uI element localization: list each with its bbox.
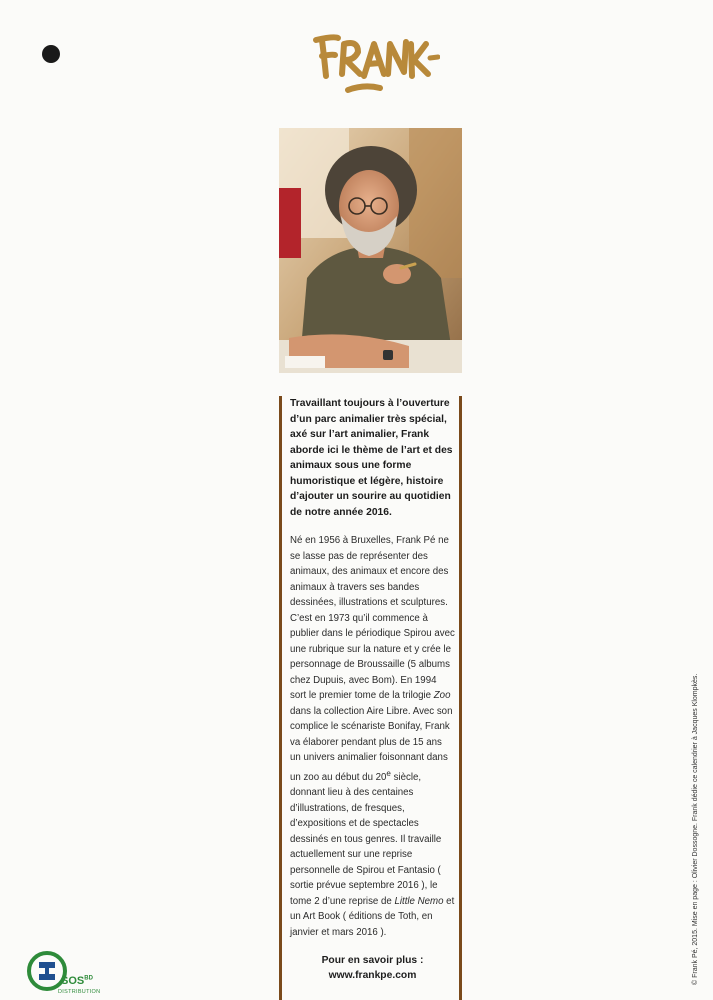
- sos-logo-subtitle: DISTRIBUTION: [58, 989, 101, 995]
- century-superscript: e: [386, 768, 391, 778]
- sos-logo-text: [61, 975, 93, 987]
- punch-hole: [42, 45, 60, 63]
- sos-name: SOS: [61, 975, 85, 987]
- bio-text-3: siècle, donnant lieu à des centaines d’illustrations, de fresques, d’expositions et de spectacles dessinés en tous genres. Il travaille actuellement sur une reprise personnelle de Spirou et Fantasio ( sortie prévue septembre 2016 ), le tome 2 d’une reprise de: [290, 771, 442, 907]
- frank-logo: [308, 22, 440, 102]
- more-info-label: Pour en savoir plus :: [321, 955, 424, 967]
- bio-text-2: dans la collection Aire Libre. Avec son complice le scénariste Bonifay, Frank va élaborer pendant plus de 15 ans un univers animalier foisonnant dans un zoo au début du 20: [290, 705, 453, 783]
- sos-suffix: BD: [84, 975, 93, 982]
- portrait-photo: [279, 128, 462, 373]
- biography-paragraph: [290, 533, 455, 940]
- bio-text-1: Né en 1956 à Bruxelles, Frank Pé ne se lasse pas de représenter des animaux, des animaux et encore des animaux à travers ses bandes dessinées, illustrations et sculptures. C’est en 1973 qu’il commence à publier dans le périodique Spirou avec une rubrique sur la nature et y crée le personnage de Broussaille (5 albums chez Dupuis, avec Bom). En 1994 sort le premier tome de la trilogie: [290, 535, 455, 701]
- copyright-credit: © Frank Pé, 2015. Mise en page : Olivier Dossogne. Frank dédie ce calendrier à Jacques Klompkès.: [692, 673, 699, 985]
- little-nemo-title: Little Nemo: [394, 895, 444, 907]
- zoo-title: Zoo: [433, 690, 451, 701]
- website-link[interactable]: www.frankpe.com: [328, 970, 417, 982]
- intro-paragraph: Travaillant toujours à l’ouverture d’un parc animalier très spécial, axé sur l’art animalier, Frank aborde ici le thème de l’art et des animaux sous une forme humoristique et légère, histoire d’ajouter un sourire au quotidien de notre année 2016.: [290, 398, 453, 518]
- text-panel: [279, 396, 462, 1000]
- more-info: [290, 953, 455, 983]
- bio-text-4: et un Art Book ( éditions de Toth, en janvier et mars 2016 ).: [290, 895, 455, 938]
